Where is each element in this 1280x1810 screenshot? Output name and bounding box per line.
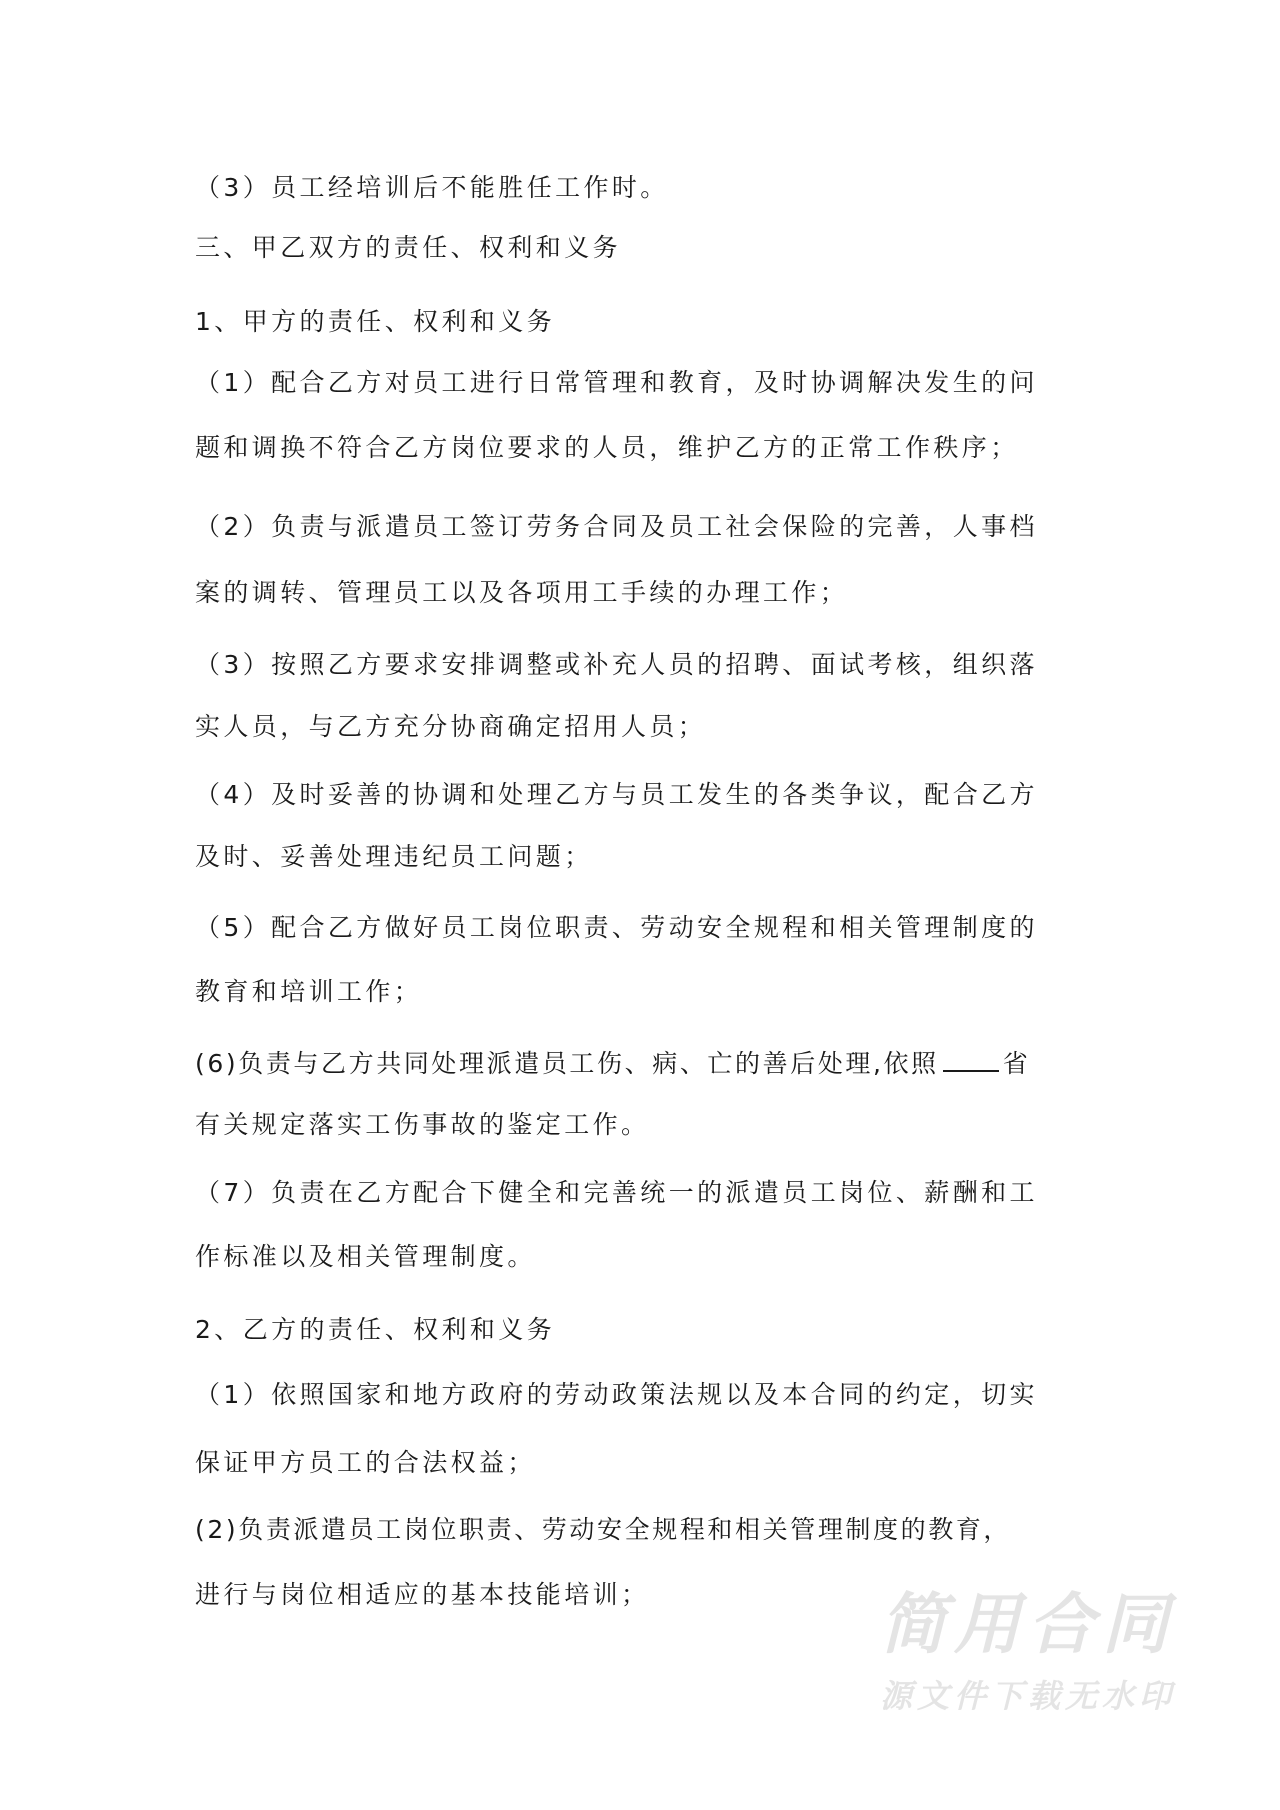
party-a-clause-1-line-1: （1）配合乙方对员工进行日常管理和教育，及时协调解决发生的问 [195,368,1038,397]
party-b-clause-2-line-1: (2)负责派遣员工岗位职责、劳动安全规程和相关管理制度的教育， [195,1515,1012,1544]
party-a-clause-7-line-1: （7）负责在乙方配合下健全和完善统一的派遣员工岗位、薪酬和工 [195,1178,1038,1207]
party-a-clause-4-line-2: 及时、妥善处理违纪员工问题； [195,842,593,871]
clause-6-text: (6)负责与乙方共同处理派遣员工伤、病、亡的善后处理,依照 [195,1049,939,1078]
clause-3-employee-incompetent: （3）员工经培训后不能胜任工作时。 [195,173,669,202]
party-b-clause-1-line-1: （1）依照国家和地方政府的劳动政策法规以及本合同的约定，切实 [195,1380,1038,1409]
party-b-clause-1-line-2: 保证甲方员工的合法权益； [195,1448,536,1477]
party-a-clause-7-line-2: 作标准以及相关管理制度。 [195,1242,536,1271]
party-a-clause-3-line-1: （3）按照乙方要求安排调整或补充人员的招聘、面试考核，组织落 [195,650,1038,679]
party-a-clause-6-line-1 [195,1042,1085,1082]
party-a-clause-5-line-1: （5）配合乙方做好员工岗位职责、劳动安全规程和相关管理制度的 [195,913,1038,942]
party-a-clause-3-line-2: 实人员，与乙方充分协商确定招用人员； [195,712,707,741]
party-a-clause-1-line-2: 题和调换不符合乙方岗位要求的人员，维护乙方的正常工作秩序； [195,433,1019,462]
watermark-brand: 简用合同 [880,1586,1176,1663]
party-a-clause-6-line-2: 有关规定落实工伤事故的鉴定工作。 [195,1110,650,1139]
subsection-heading-party-b: 2、乙方的责任、权利和义务 [195,1315,556,1344]
party-a-clause-2-line-2: 案的调转、管理员工以及各项用工手续的办理工作； [195,578,849,607]
party-a-clause-4-line-1: （4）及时妥善的协调和处理乙方与员工发生的各类争议，配合乙方 [195,780,1038,809]
subsection-heading-party-a: 1、甲方的责任、权利和义务 [195,307,556,336]
watermark-tagline: 源文件下载无水印 [880,1677,1177,1715]
party-a-clause-2-line-1: （2）负责与派遣员工签订劳务合同及员工社会保险的完善，人事档 [195,512,1038,541]
province-blank-field[interactable] [943,1042,999,1072]
section-heading-3: 三、甲乙双方的责任、权利和义务 [195,233,622,262]
party-b-clause-2-line-2: 进行与岗位相适应的基本技能培训； [195,1580,650,1609]
clause-6-province-label: 省 [1002,1049,1031,1078]
party-a-clause-5-line-2: 教育和培训工作； [195,977,423,1006]
